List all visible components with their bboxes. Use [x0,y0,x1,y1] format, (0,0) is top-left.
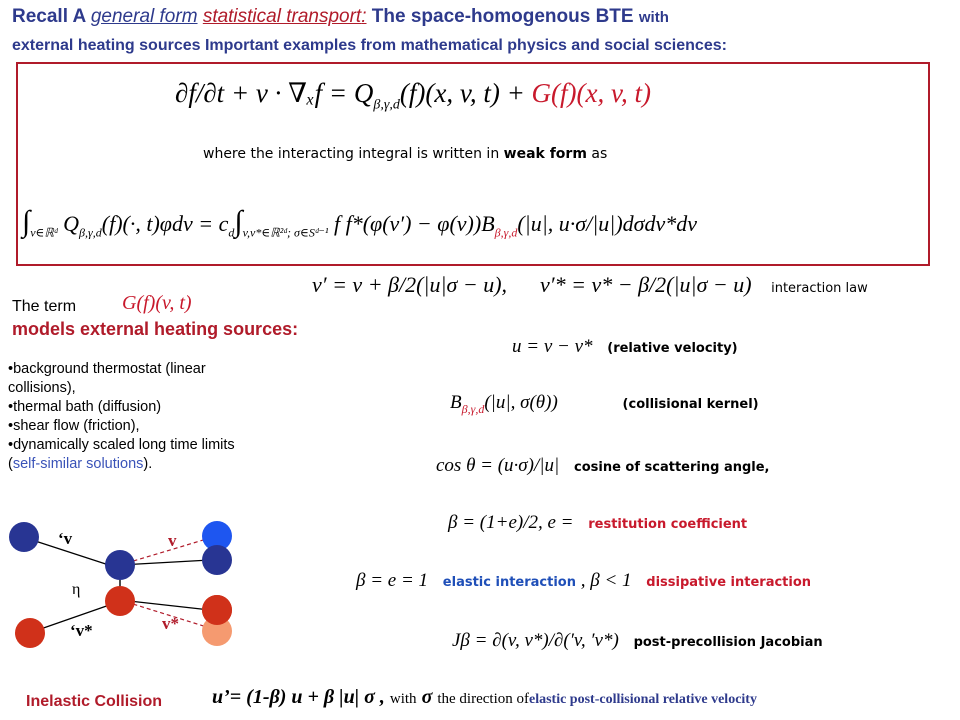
list-item: •background thermostat (linear collisions), [8,361,206,396]
interaction-law-label: interaction law [771,281,868,296]
scattering-cosine: cos θ = (u·σ)/|u| cosine of scattering angle, [436,455,770,476]
label-v-post: v [168,531,177,550]
list-item: •thermal bath (diffusion) [8,399,162,415]
heating-term: G(f)(x, v, t) [531,78,651,108]
collisional-kernel: $B_{\beta,\gamma,d}(|u|$, σ(θ)) (collisional kernel) [450,392,759,416]
weak-form-equation: $\int_{v\in ℝᵈ}$ $Q_{\beta,\gamma,d}(f)(\cdot$, $t)\varphi dv = c_d\int_{v,v*\in ℝ^2ᵈ; \sigma\in Sᵈ^{-1}}$ f $f*(\varphi(v') - \varphi(v))B_{\beta,\gamma,d}(|u|$, u·σ/|u|)dσdv*dv [22,205,698,240]
ball-vstar-pre [15,618,45,648]
title-statistical-transport: statistical transport [202,6,362,27]
bte-equation: $\partial f/\partial t + v \cdot \nabla_xf = Q_{\beta,\gamma,d}(f)(x$, v, t) + G(f)(x, v, t) [175,78,651,113]
inelastic-collision-title: Inelastic Collision [26,693,163,710]
restitution: β = (1+e)/2, e = restitution coefficient [448,512,748,533]
label-eta: η [72,581,81,598]
interaction-law: v′ = v + β/2(|u|σ − u), v′* = v* − β/2(|u|σ − u) interaction law [312,272,868,297]
collision-diagram [0,510,300,675]
slide-title [12,6,669,28]
list-item: •dynamically scaled long time limits (self-similar solutions). [8,437,235,472]
inelastic-formula: u’= (1-β) u + β |u| σ , with σ the direction ofelastic post-collisional relative velocity [212,686,757,708]
slide-subtitle: external heating sources Important examples from mathematical physics and social sciences: [12,37,727,54]
title-colon: : [361,6,367,27]
list-item: •shear flow (friction), [8,418,140,434]
title-bte: The space-homogenous BTE [371,6,634,27]
heating-term-symbol: G(f)(v, t) [122,292,192,314]
label-vstar-pre: ‘v* [70,621,93,640]
self-similar-link: self-similar solutions [12,456,144,472]
ball-v-post [202,545,232,575]
title-recall: Recall A [12,6,86,27]
weak-form-intro: where the interacting integral is written in weak form as [203,146,608,162]
label-v-pre: ‘v [58,529,73,548]
heating-source-list [8,360,270,474]
ball-vstar-collision [105,586,135,616]
term-label: The term [12,298,77,315]
jacobian: Jβ = ∂(v, v*)/∂(′v, ′v*) post-precollision Jacobian [452,630,823,651]
title-with: with [638,9,669,26]
relative-velocity: u = v − v* (relative velocity) [512,336,738,357]
ball-v-pre [9,522,39,552]
ball-v-collision [105,550,135,580]
title-general-form: general form [90,6,198,27]
elastic-dissipative: β = e = 1 elastic interaction , β < 1 dissipative interaction [356,570,812,591]
heating-heading: models external heating sources: [12,319,299,339]
ball-vstar-post-top [202,595,232,625]
label-vstar-post: v* [162,614,179,633]
